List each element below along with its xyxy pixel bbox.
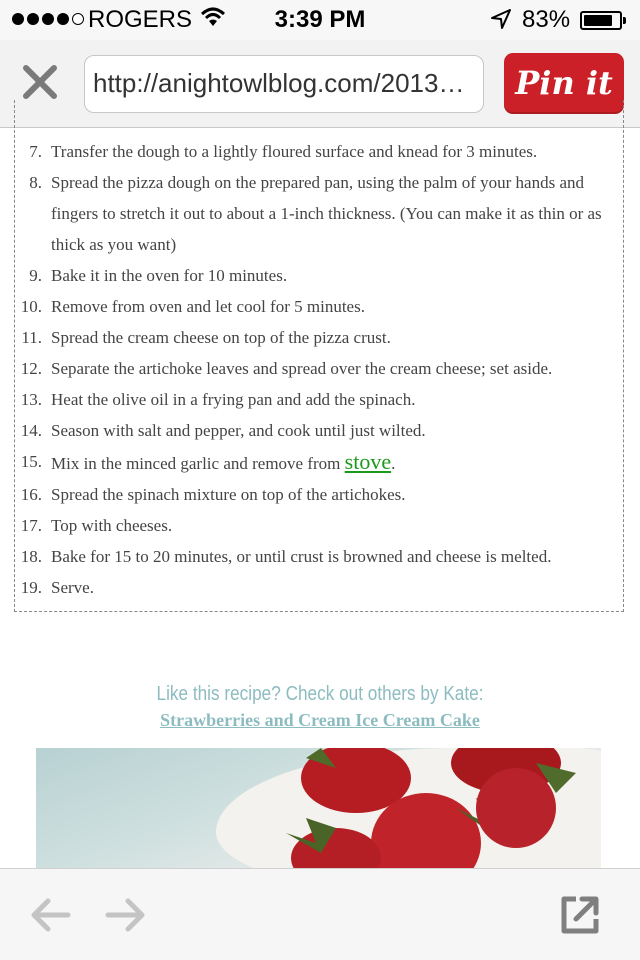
step-text: Top with cheeses.: [51, 516, 173, 535]
step-link[interactable]: stove: [344, 449, 392, 474]
close-icon: [20, 62, 60, 102]
step-text: Separate the artichoke leaves and spread over the cream cheese; set aside.: [51, 359, 553, 378]
forward-arrow-icon: [104, 893, 148, 937]
recipe-step: [15, 415, 625, 446]
step-text: Mix in the minced garlic and remove from: [51, 454, 345, 473]
recipe-step: [15, 291, 625, 322]
step-text: Season with salt and pepper, and cook until just wilted.: [51, 421, 426, 440]
recipe-step: [15, 136, 625, 167]
recipe-step: [15, 353, 625, 384]
battery-percentage: 83%: [522, 6, 571, 33]
recipe-step: [15, 479, 625, 510]
step-number: 9.: [29, 266, 42, 285]
step-number: 10.: [20, 297, 42, 316]
back-button[interactable]: [28, 893, 72, 937]
step-text: Remove from oven and let cool for 5 minutes.: [51, 297, 365, 316]
step-text: Heat the olive oil in a frying pan and add the spinach.: [51, 390, 416, 409]
browser-bottom-bar: [0, 868, 640, 960]
step-text: Transfer the dough to a lightly floured surface and knead for 3 minutes.: [51, 142, 538, 161]
step-text: Spread the cream cheese on top of the pizza crust.: [51, 328, 391, 347]
status-bar: [0, 0, 640, 40]
step-number: 7.: [29, 142, 42, 161]
step-number: 13.: [20, 390, 42, 409]
step-text: Spread the spinach mixture on top of the artichokes.: [51, 485, 406, 504]
recipe-directions: [14, 100, 624, 612]
steps-list: [15, 136, 625, 603]
recipe-photo[interactable]: [36, 748, 601, 868]
recipe-step: [15, 167, 625, 260]
step-number: 19.: [20, 578, 42, 597]
open-external-icon: [558, 893, 602, 937]
step-number: 17.: [20, 516, 42, 535]
step-text: Bake it in the oven for 10 minutes.: [51, 266, 288, 285]
recipe-step: [15, 384, 625, 415]
location-arrow-icon: [490, 8, 512, 37]
step-text: Bake for 15 to 20 minutes, or until crust is browned and cheese is melted.: [51, 547, 552, 566]
recipe-step: [15, 572, 625, 603]
step-text-end: .: [391, 454, 396, 473]
step-number: 14.: [20, 421, 42, 440]
step-number: 18.: [20, 547, 42, 566]
step-number: 15.: [20, 452, 42, 471]
recipe-step: [15, 446, 625, 479]
step-number: 16.: [20, 485, 42, 504]
step-number: 12.: [20, 359, 42, 378]
clock: 3:39 PM: [274, 6, 366, 33]
recipe-step: [15, 541, 625, 572]
related-recipe-link[interactable]: Strawberries and Cream Ice Cream Cake: [160, 710, 480, 730]
strawberries-illustration: [36, 748, 601, 868]
open-external-button[interactable]: [558, 893, 602, 937]
forward-button[interactable]: [104, 893, 148, 937]
recipe-step: [15, 260, 625, 291]
step-text: Spread the pizza dough on the prepared pan, using the palm of your hands and fingers to stretch it out to about a 1-inch thickness. (You can make it as thin or as thick as you want): [51, 173, 602, 254]
pin-it-button[interactable]: Pin it: [504, 53, 624, 114]
back-arrow-icon: [28, 893, 72, 937]
step-text: Serve.: [51, 578, 94, 597]
step-number: 11.: [21, 328, 42, 347]
url-field[interactable]: http://anightowlblog.com/2013…: [84, 55, 484, 113]
recipe-step: [15, 322, 625, 353]
battery-icon: [580, 11, 622, 30]
close-button[interactable]: [20, 62, 60, 102]
recipe-step: [15, 510, 625, 541]
carrier-name: ROGERS: [88, 6, 193, 33]
step-number: 8.: [29, 173, 42, 192]
related-recipe-heading: Like this recipe? Check out others by Kate:: [156, 683, 484, 705]
